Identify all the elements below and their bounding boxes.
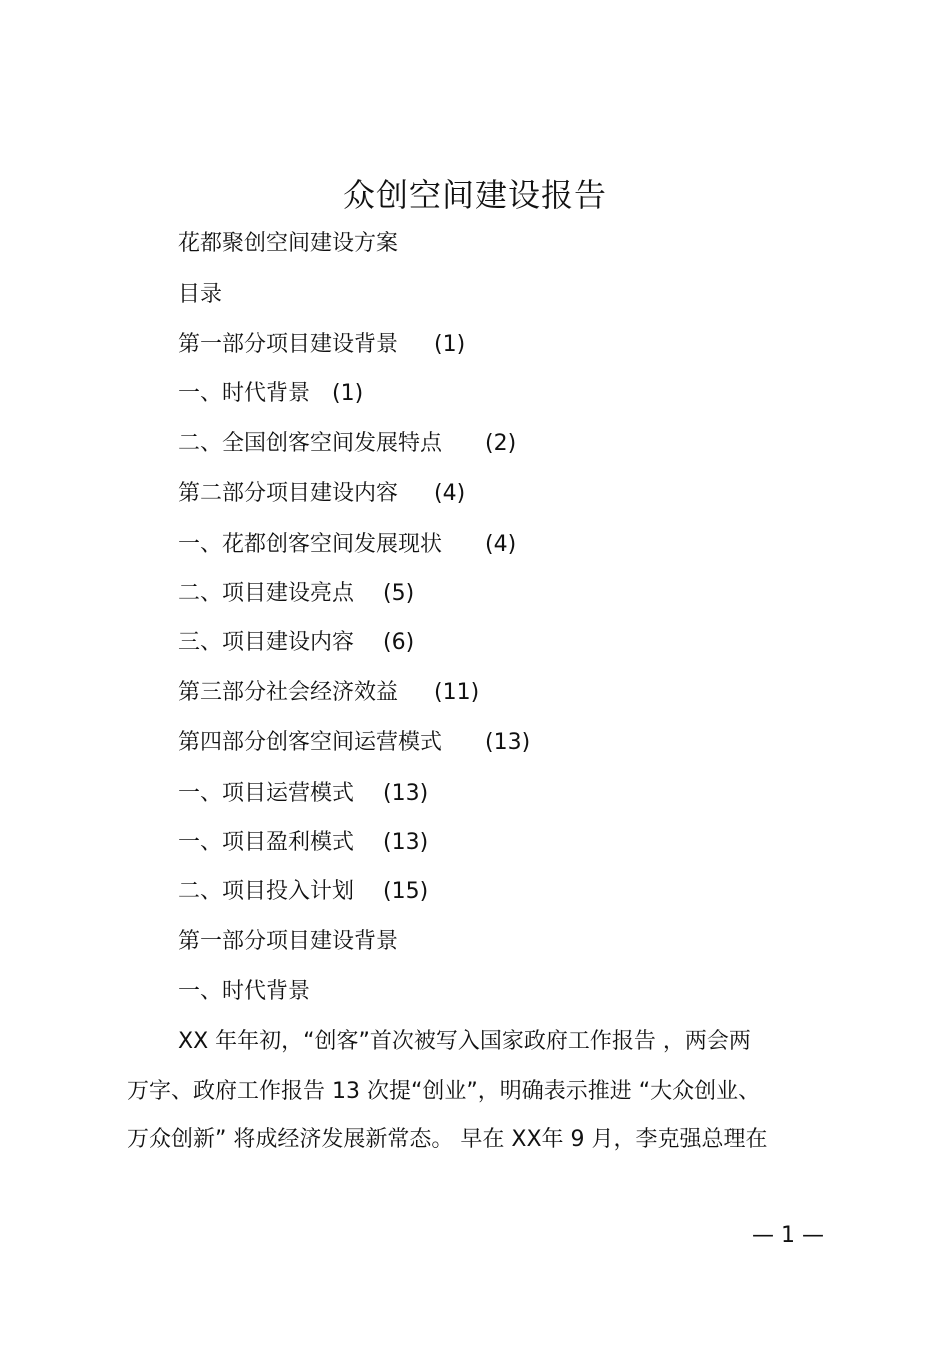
- toc-entry-page: (5): [383, 581, 415, 606]
- toc-heading: 目录: [178, 282, 223, 307]
- toc-entry-page: (13): [485, 730, 531, 755]
- body-line: 万众创新” 将成经济发展新常态。 早在 XX年 9 月，李克强总理在: [127, 1127, 768, 1152]
- toc-entry-label: 二、全国创客空间发展特点: [178, 431, 443, 456]
- toc-entry-label: 一、项目盈利模式: [178, 830, 355, 855]
- body-line: XX 年年初，“创客”首次被写入国家政府工作报告 ，两会两: [178, 1029, 751, 1054]
- toc-entry-label: 一、花都创客空间发展现状: [178, 532, 443, 557]
- toc-entry: [178, 877, 429, 907]
- toc-entry-page: (4): [434, 481, 466, 506]
- toc-entry-page: (15): [383, 879, 429, 904]
- subsection-heading: 一、时代背景: [178, 979, 311, 1004]
- toc-entry: [178, 779, 429, 809]
- toc-entry-label: 二、项目投入计划: [178, 879, 355, 904]
- toc-entry: [178, 379, 364, 409]
- toc-entry-label: 三、项目建设内容: [178, 630, 355, 655]
- toc-entry: [178, 479, 466, 509]
- toc-entry-label: 第二部分项目建设内容: [178, 481, 399, 506]
- toc-entry: [178, 728, 531, 758]
- toc-entry-label: 一、项目运营模式: [178, 781, 355, 806]
- page-number: — 1 —: [752, 1223, 824, 1248]
- toc-entry-label: 第三部分社会经济效益: [178, 680, 399, 705]
- toc-entry-label: 一、时代背景: [178, 381, 311, 406]
- toc-entry: [178, 628, 415, 658]
- document-title: 众创空间建设报告: [342, 176, 607, 214]
- document-subtitle: 花都聚创空间建设方案: [178, 231, 399, 256]
- toc-entry: [178, 828, 429, 858]
- toc-entry-label: 第一部分项目建设背景: [178, 332, 399, 357]
- toc-entry-page: (1): [332, 381, 364, 406]
- toc-entry-page: (13): [383, 830, 429, 855]
- body-line: 万字、政府工作报告 13 次提“创业”，明确表示推进 “大众创业、: [127, 1079, 761, 1104]
- toc-entry-label: 二、项目建设亮点: [178, 581, 355, 606]
- toc-entry-page: (1): [434, 332, 466, 357]
- toc-entry: [178, 330, 466, 360]
- toc-entry: [178, 429, 517, 459]
- section-heading: 第一部分项目建设背景: [178, 929, 399, 954]
- toc-entry-page: (13): [383, 781, 429, 806]
- toc-entry: [178, 579, 415, 609]
- toc-entry-page: (6): [383, 630, 415, 655]
- toc-entry: [178, 678, 480, 708]
- toc-entry-label: 第四部分创客空间运营模式: [178, 730, 443, 755]
- toc-entry-page: (4): [485, 532, 517, 557]
- toc-entry-page: (11): [434, 680, 480, 705]
- toc-entry-page: (2): [485, 431, 517, 456]
- toc-entry: [178, 530, 517, 560]
